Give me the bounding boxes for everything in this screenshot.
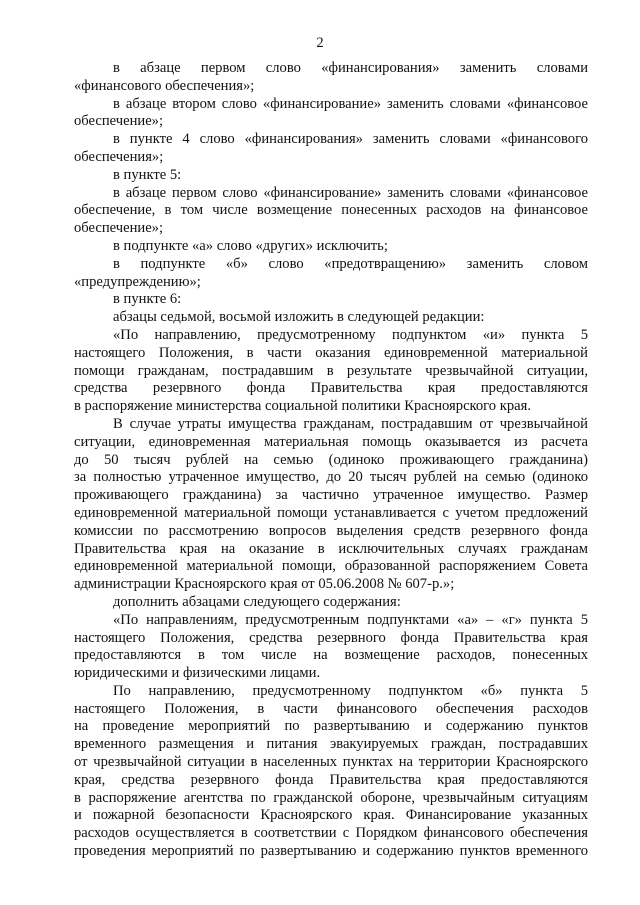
text-line: ситуации, единовременная материальная помощь оказывается из расчета (74, 433, 588, 450)
text-line: абзацы седьмой, восьмой изложить в следующей редакции: (113, 309, 485, 326)
text-line: «предупреждению»; (74, 273, 201, 290)
text-line: проведения мероприятий по развертыванию и содержанию пунктов временного (74, 843, 588, 860)
text-line: обеспечение»; (74, 220, 164, 237)
text-line: В случае утраты имущества гражданам, пострадавшим от чрезвычайной (113, 415, 588, 432)
page-number: 2 (316, 35, 324, 51)
text-line: от чрезвычайной ситуации в населенных пунктах на территории Красноярского (74, 754, 588, 771)
text-line: в распоряжение агентства по гражданской обороне, чрезвычайным ситуациям (74, 789, 588, 806)
text-line: в абзаце первом слово «финансирование» заменить словами «финансовое (113, 184, 588, 201)
text-line: в абзаце первом слово «финансирования» заменить словами (113, 60, 588, 76)
text-line: обеспечение»; (74, 113, 164, 130)
text-line: в пункте 5: (113, 166, 182, 183)
text-line: обеспечение, в том числе возмещение понесенных расходов на финансовое (74, 202, 588, 219)
text-line: в подпункте «а» слово «других» исключить; (113, 237, 388, 254)
text-line: единовременной материальной помощи устанавливается с учетом предложений (74, 504, 588, 521)
text-line: в подпункте «б» слово «предотвращению» заменить словом (113, 255, 588, 272)
text-line: средства резервного фонда Правительства края предоставляются (74, 380, 588, 397)
text-line: дополнить абзацами следующего содержания: (113, 593, 401, 610)
text-line: комиссии по рассмотрению вопросов выделения средств резервного фонда (74, 522, 588, 539)
text-line: юридическими и физическими лицами. (74, 665, 321, 682)
text-line: за полностью утраченное имущество, до 20 тысяч рублей на семью (одиноко (74, 469, 588, 486)
text-line: в абзаце втором слово «финансирование» заменить словами «финансовое (113, 95, 588, 112)
text-line: администрации Красноярского края от 05.06.2008 № 607-р.»; (74, 576, 455, 593)
text-line: предоставляются в том числе на возмещение расходов, понесенных (74, 647, 588, 664)
document-body (74, 60, 588, 861)
text-line: в распоряжение министерства социальной политики Красноярского края. (74, 398, 531, 415)
text-line: настоящего Положения, средства резервного фонда Правительства края (74, 629, 588, 646)
text-line: Правительства края на оказание в исключительных случаях гражданам (74, 540, 588, 557)
text-line: до 50 тысяч рублей на семью (одиноко проживающего гражданина) (74, 451, 588, 468)
text-line: обеспечения»; (74, 148, 164, 165)
text-line: и пожарной безопасности Красноярского края. Финансирование указанных (74, 807, 588, 824)
text-line: на проведение мероприятий по развертыванию и содержанию пунктов (74, 718, 588, 735)
text-line: настоящего Положения, в части оказания единовременной материальной (74, 344, 588, 361)
text-line: «финансового обеспечения»; (74, 77, 255, 94)
text-line: расходов осуществляется в соответствии с Порядком финансового обеспечения (74, 825, 588, 842)
text-line: в пункте 4 слово «финансирования» заменить словами «финансового (113, 131, 588, 148)
text-line: По направлению, предусмотренному подпунктом «б» пункта 5 (113, 682, 588, 699)
text-line: проживающего гражданина) за частично утраченное имущество. Размер (74, 487, 588, 504)
text-line: в пункте 6: (113, 291, 182, 308)
text-line: помощи гражданам, пострадавшим в результате чрезвычайной ситуации, (74, 362, 588, 379)
text-line: «По направлениям, предусмотренным подпунктами «а» – «г» пункта 5 (113, 611, 588, 628)
text-line: временного размещения и питания эвакуируемых граждан, пострадавших (74, 736, 588, 753)
text-line: «По направлению, предусмотренному подпунктом «и» пункта 5 (113, 326, 588, 343)
text-line: края, средства резервного фонда Правительства края предоставляются (74, 771, 588, 788)
text-line: единовременной материальной помощи, образованной распоряжением Совета (74, 558, 588, 575)
text-line: настоящего Положения, в части финансового обеспечения расходов (74, 700, 588, 717)
